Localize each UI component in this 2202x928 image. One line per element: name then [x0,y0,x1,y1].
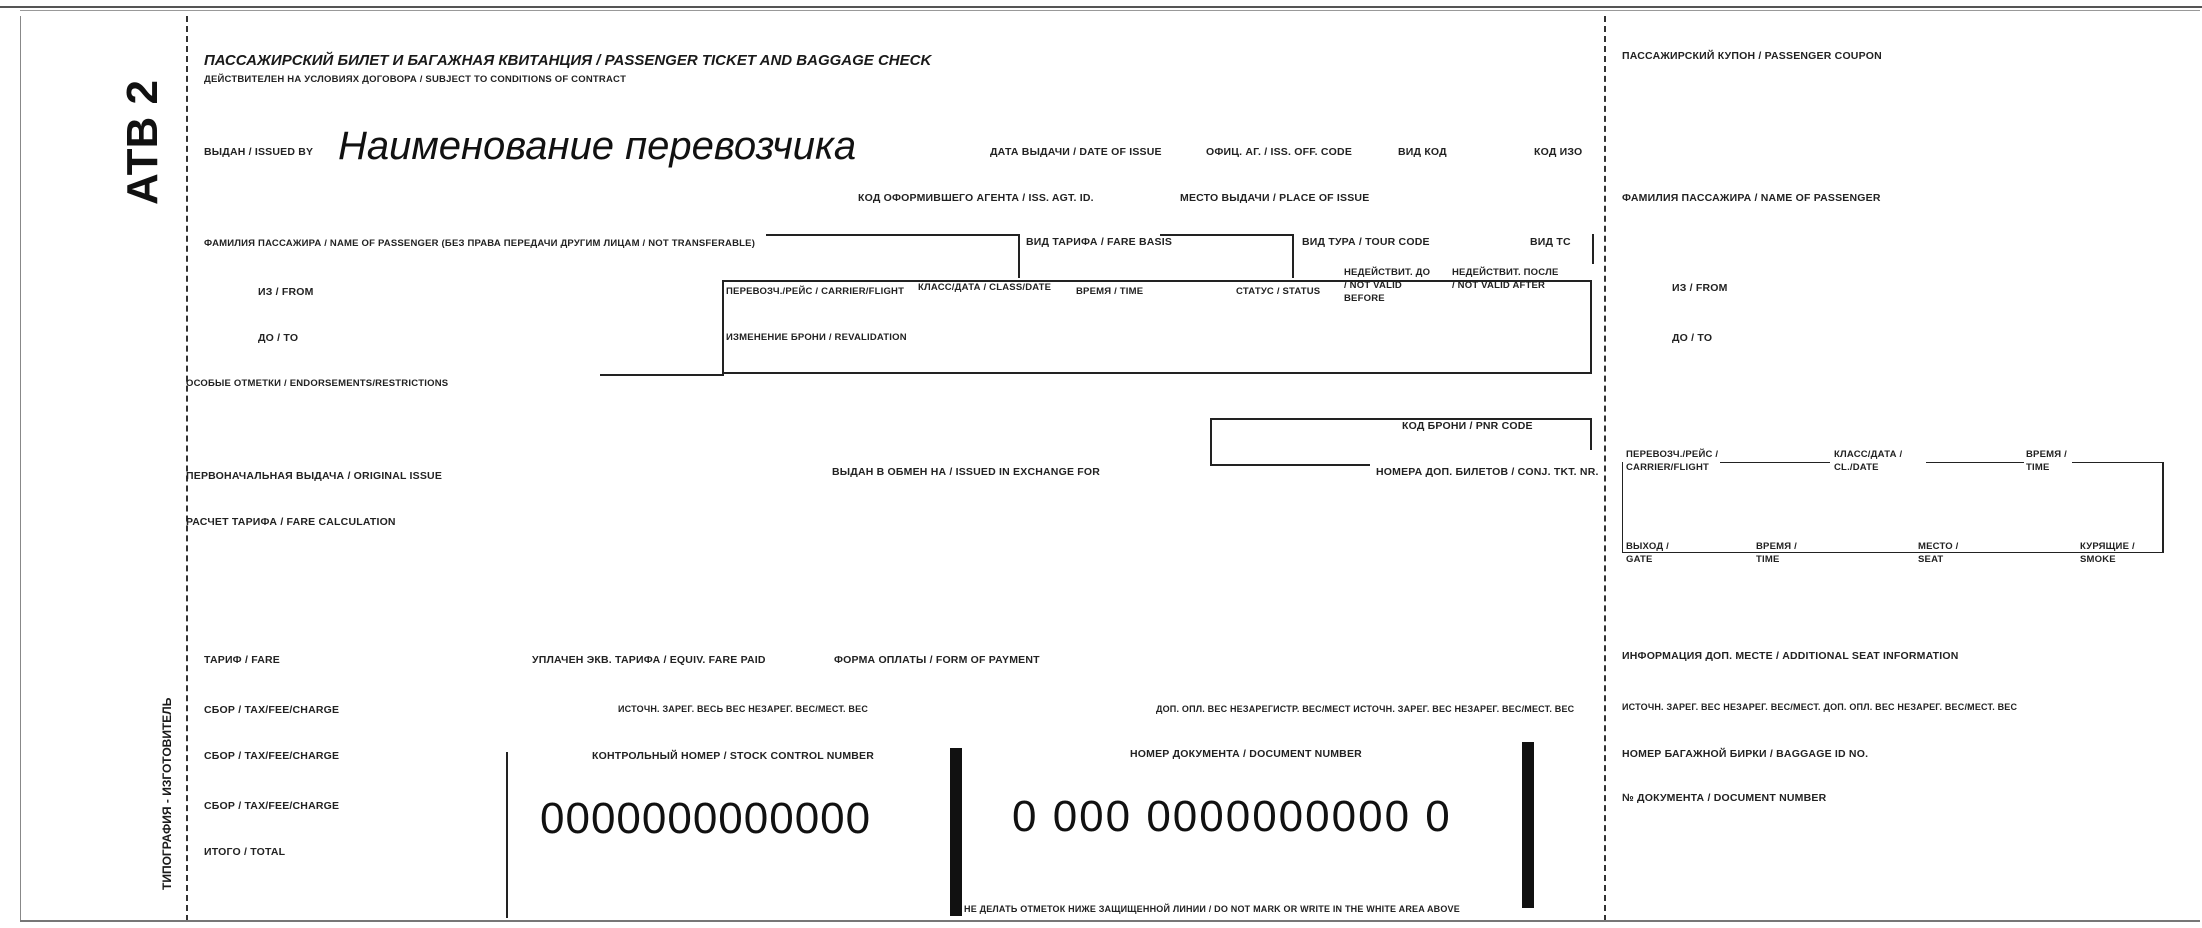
issued-by-label: ВЫДАН / ISSUED BY [204,146,314,158]
stock-control-label: КОНТРОЛЬНЫЙ НОМЕР / STOCK CONTROL NUMBER [592,750,875,762]
not-valid-after-label: НЕДЕЙСТВИТ. ПОСЛЕ / NOT VALID AFTER [1452,267,1559,291]
doc-bar-left [950,748,962,916]
time-label: ВРЕМЯ / TIME [1076,286,1144,297]
stock-box-left [506,752,508,918]
not-valid-before-label: НЕДЕЙСТВИТ. ДО / NOT VALID BEFORE [1344,267,1431,304]
bottom-note: НЕ ДЕЛАТЬ ОТМЕТОК НИЖЕ ЗАЩИЩЕННОЙ ЛИНИИ / DO NOT MARK OR WRITE IN THE WHITE AREA ABOVE [964,904,1460,914]
flight-box-right [1590,280,1592,374]
bottom-edge [20,920,2200,922]
office-code-label: ОФИЦ. АГ. / ISS. OFF. CODE [1206,146,1353,158]
coupon-line-3 [2072,462,2164,463]
flight-box-bottom [722,372,1592,374]
tour-code-label: ВИД ТУРА / TOUR CODE [1302,236,1430,248]
coupon-doc-number-label: № ДОКУМЕНТА / DOCUMENT NUMBER [1622,792,1827,804]
conj-tickets-label: НОМЕРА ДОП. БИЛЕТОВ / CONJ. TKT. NR. [1376,466,1599,478]
coupon-name-label: ФАМИЛИЯ ПАССАЖИРА / NAME OF PASSENGER [1622,192,1881,204]
stock-control-number: 0000000000000 [540,794,872,843]
tc-right [1592,234,1594,264]
form-of-payment-label: ФОРМА ОПЛАТЫ / FORM OF PAYMENT [834,654,1040,666]
coupon-box-right [2162,462,2164,552]
agent-id-label: КОД ОФОРМИВШЕГО АГЕНТА / ISS. AGT. ID. [858,192,1094,204]
mid-weight-headers: ИСТОЧН. ЗАРЕГ. ВЕСЬ ВЕС НЕЗАРЕГ. ВЕС/МЕСТ. ВЕС [618,704,869,714]
fare-basis-label: ВИД ТАРИФА / FARE BASIS [1026,236,1173,248]
original-issue-label: ПЕРВОНАЧАЛЬНАЯ ВЫДАЧА / ORIGINAL ISSUE [186,470,443,482]
fare-calc-label: РАСЧЕТ ТАРИФА / FARE CALCULATION [186,516,396,528]
left-perforation [186,16,188,921]
tax1-label: СБОР / TAX/FEE/CHARGE [204,704,340,716]
right-weight-headers: ДОП. ОПЛ. ВЕС НЕЗАРЕГИСТР. ВЕС/МЕСТ ИСТОЧН. ЗАРЕГ. ВЕС НЕЗАРЕГ. ВЕС/МЕСТ. ВЕС [1156,704,1575,714]
fare-basis-line [1160,234,1294,236]
top-edge-inner [20,10,2200,11]
coupon-line-1 [1720,462,1830,463]
from-label: ИЗ / FROM [258,286,314,298]
carrier-name: Наименование перевозчика [338,124,857,168]
coupon-info-label: ИНФОРМАЦИЯ ДОП. МЕСТЕ / ADDITIONAL SEAT INFORMATION [1622,650,1959,662]
coupon-class-date-label: КЛАСС/ДАТА / CL./DATE [1834,449,1903,473]
coupon-baggage-id-label: НОМЕР БАГАЖНОЙ БИРКИ / BAGGAGE ID NO. [1622,748,1869,760]
left-edge [20,16,21,920]
pnr-box-left [1210,418,1212,466]
coupon-title: ПАССАЖИРСКИЙ КУПОН / PASSENGER COUPON [1622,50,1882,62]
coupon-to-label: ДО / TO [1672,332,1713,344]
coupon-box-left [1622,462,1623,552]
class-date-label: КЛАСС/ДАТА / CLASS/DATE [918,282,1052,293]
coupon-seat-label: МЕСТО / SEAT [1918,541,1959,565]
pnr-box-bottom [1210,464,1370,466]
doc-bar-right [1522,742,1534,908]
document-number-label: НОМЕР ДОКУМЕНТА / DOCUMENT NUMBER [1130,748,1362,760]
tax3-label: СБОР / TAX/FEE/CHARGE [204,800,340,812]
printer-label: ТИПОГРАФИЯ - ИЗГОТОВИТЕЛЬ [160,697,174,890]
total-label: ИТОГО / TOTAL [204,846,286,858]
endorsement-line [600,374,724,376]
to-label: ДО / TO [258,332,299,344]
place-of-issue-label: МЕСТО ВЫДАЧИ / PLACE OF ISSUE [1180,192,1370,204]
carrier-flight-label: ПЕРЕВОЗЧ./РЕЙС / CARRIER/FLIGHT [726,286,905,297]
coupon-time-label: ВРЕМЯ / TIME [2026,449,2067,473]
name-box-right [1018,234,1020,278]
coupon-time2-label: ВРЕМЯ / TIME [1756,541,1797,565]
name-box-top [766,234,1020,236]
passenger-name-label: ФАМИЛИЯ ПАССАЖИРА / NAME OF PASSENGER (БЕЗ ПРАВА ПЕРЕДАЧИ ДРУГИМ ЛИЦАМ / NOT TRANSFERABLE) [204,238,756,249]
coupon-gate-label: ВЫХОД / GATE [1626,541,1669,565]
coupon-line-2 [1926,462,2024,463]
document-number: 0 000 0000000000 0 [1012,792,1452,841]
form-code: АТВ 2 [118,80,167,205]
coupon-weights-label: ИСТОЧН. ЗАРЕГ. ВЕС НЕЗАРЕГ. ВЕС/МЕСТ. ДОП. ОПЛ. ВЕС НЕЗАРЕГ. ВЕС/МЕСТ. ВЕС [1622,702,2018,712]
revalidation-label: ИЗМЕНЕНИЕ БРОНИ / REVALIDATION [726,332,907,343]
pnr-box-top [1210,418,1592,420]
coupon-smoke-label: КУРЯЩИЕ / SMOKE [2080,541,2135,565]
fare-label: ТАРИФ / FARE [204,654,281,666]
pnr-label: КОД БРОНИ / PNR CODE [1402,420,1533,432]
tax2-label: СБОР / TAX/FEE/CHARGE [204,750,340,762]
equiv-fare-label: УПЛАЧЕН ЭКВ. ТАРИФА / EQUIV. FARE PAID [532,654,766,666]
code-label: КОД ИЗО [1534,146,1583,158]
status-label: СТАТУС / STATUS [1236,286,1321,297]
ticket-title: ПАССАЖИРСКИЙ БИЛЕТ И БАГАЖНАЯ КВИТАНЦИЯ / PASSENGER TICKET AND BAGGAGE CHECK [204,52,932,69]
vid-tc-label: ВИД ТС [1530,236,1571,248]
issued-in-exchange-label: ВЫДАН В ОБМЕН НА / ISSUED IN EXCHANGE FOR [832,466,1101,478]
flight-box-left [722,280,724,374]
coupon-carrier-flight-label: ПЕРЕВОЗЧ./РЕЙС / CARRIER/FLIGHT [1626,449,1719,473]
coupon-from-label: ИЗ / FROM [1672,282,1728,294]
endorsements-label: ОСОБЫЕ ОТМЕТКИ / ENDORSEMENTS/RESTRICTIONS [186,378,449,389]
fare-basis-right [1292,234,1294,278]
date-of-issue-label: ДАТА ВЫДАЧИ / DATE OF ISSUE [990,146,1162,158]
pnr-box-right [1590,418,1592,450]
top-edge [0,6,2202,8]
coupon-perforation [1604,16,1606,921]
vid-code-label: ВИД КОД [1398,146,1447,158]
ticket-subtitle: ДЕЙСТВИТЕЛЕН НА УСЛОВИЯХ ДОГОВОРА / SUBJECT TO CONDITIONS OF CONTRACT [204,74,627,85]
